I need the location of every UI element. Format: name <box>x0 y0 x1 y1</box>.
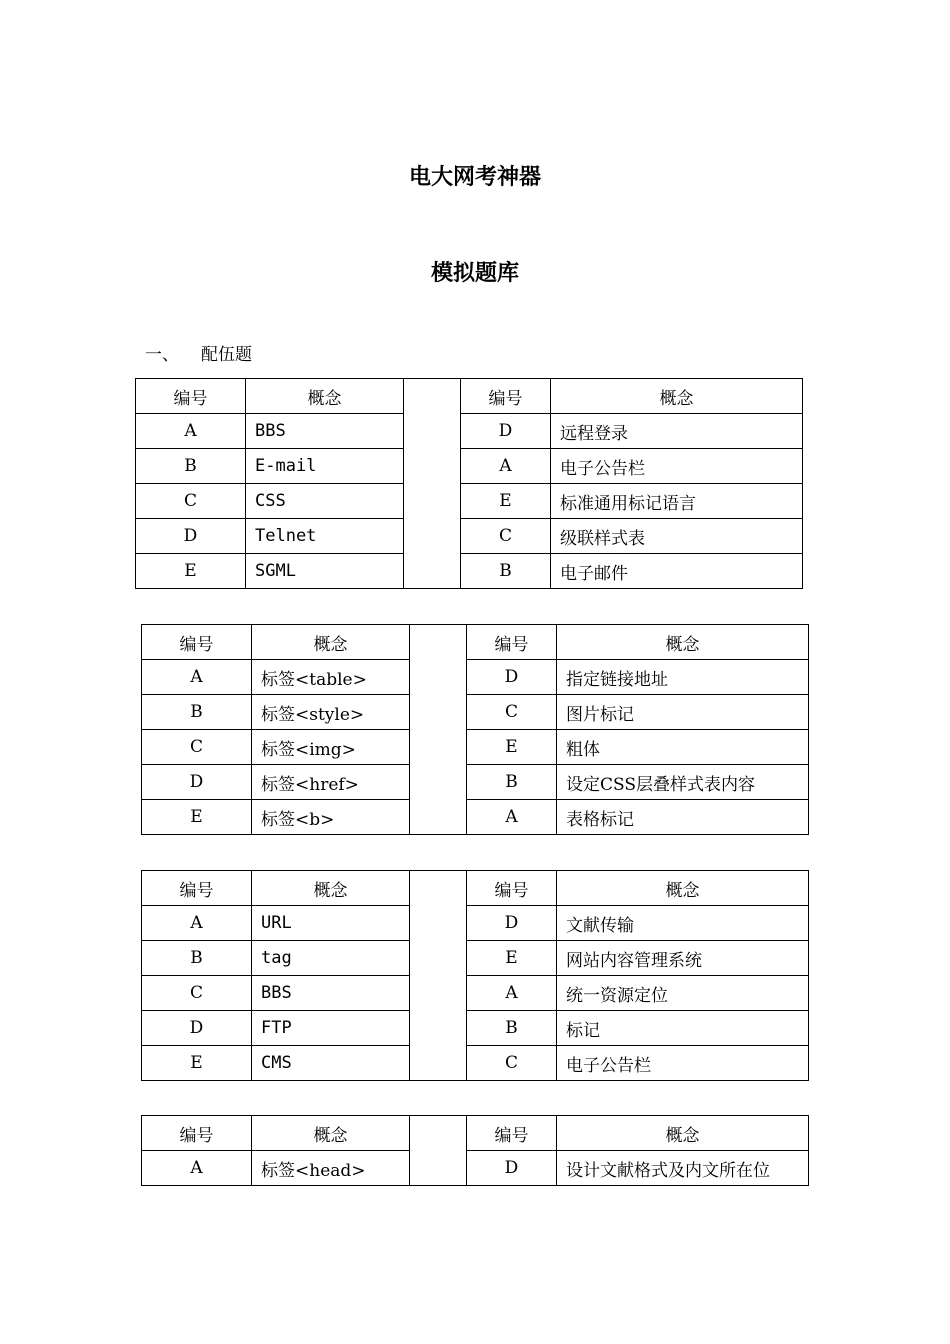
left-concept-cell: E-mail <box>246 449 404 484</box>
document-title: 电大网考神器 <box>408 165 541 190</box>
right-code-cell: D <box>467 660 557 695</box>
matching-table <box>141 870 809 1081</box>
left-code-cell: D <box>142 1011 252 1046</box>
right-concept-cell: 粗体 <box>557 730 809 765</box>
left-concept-cell: FTP <box>252 1011 410 1046</box>
header-code-left: 编号 <box>142 871 252 906</box>
left-code-cell: D <box>142 765 252 800</box>
table-spacer <box>410 625 467 835</box>
table-row <box>142 1046 809 1081</box>
right-code-cell: D <box>467 1151 557 1186</box>
left-code-cell: E <box>142 800 252 835</box>
left-code-cell: A <box>136 414 246 449</box>
right-concept-cell: 文献传输 <box>557 906 809 941</box>
left-concept-cell: 标签<img> <box>252 730 410 765</box>
right-code-cell: B <box>467 765 557 800</box>
left-code-cell: B <box>142 941 252 976</box>
table-row <box>142 660 809 695</box>
right-concept-cell: 网站内容管理系统 <box>557 941 809 976</box>
header-concept-left: 概念 <box>246 379 404 414</box>
table-row <box>142 1151 809 1186</box>
left-concept-cell: CSS <box>246 484 404 519</box>
right-code-cell: D <box>467 906 557 941</box>
left-concept-cell: BBS <box>246 414 404 449</box>
table-row <box>136 484 803 519</box>
left-code-cell: A <box>142 1151 252 1186</box>
header-code-left: 编号 <box>136 379 246 414</box>
table-spacer <box>410 871 467 1081</box>
table-spacer <box>404 379 461 589</box>
left-code-cell: D <box>136 519 246 554</box>
header-code-right: 编号 <box>467 871 557 906</box>
header-concept-left: 概念 <box>252 625 410 660</box>
left-concept-cell: Telnet <box>246 519 404 554</box>
right-code-cell: E <box>467 730 557 765</box>
header-concept-left: 概念 <box>252 871 410 906</box>
right-concept-cell: 设计文献格式及内文所在位 <box>557 1151 809 1186</box>
document-subtitle: 模拟题库 <box>430 261 519 286</box>
table-header-row <box>142 871 809 906</box>
table-row <box>142 800 809 835</box>
right-code-cell: A <box>467 976 557 1011</box>
left-concept-cell: 标签<head> <box>252 1151 410 1186</box>
left-code-cell: B <box>136 449 246 484</box>
left-concept-cell: SGML <box>246 554 404 589</box>
left-code-cell: A <box>142 660 252 695</box>
right-code-cell: E <box>461 484 551 519</box>
right-concept-cell: 图片标记 <box>557 695 809 730</box>
matching-table <box>141 624 809 835</box>
table-row <box>136 449 803 484</box>
left-concept-cell: URL <box>252 906 410 941</box>
table-row <box>142 906 809 941</box>
left-code-cell: E <box>142 1046 252 1081</box>
right-code-cell: B <box>461 554 551 589</box>
left-code-cell: B <box>142 695 252 730</box>
table-row <box>142 695 809 730</box>
right-concept-cell: 电子公告栏 <box>551 449 803 484</box>
left-concept-cell: BBS <box>252 976 410 1011</box>
table-header-row <box>136 379 803 414</box>
left-code-cell: C <box>136 484 246 519</box>
table-row <box>136 519 803 554</box>
section-heading <box>145 340 252 365</box>
left-code-cell: C <box>142 730 252 765</box>
left-concept-cell: tag <box>252 941 410 976</box>
header-concept-right: 概念 <box>557 871 809 906</box>
header-code-right: 编号 <box>467 625 557 660</box>
right-code-cell: A <box>461 449 551 484</box>
left-code-cell: E <box>136 554 246 589</box>
left-code-cell: A <box>142 906 252 941</box>
right-concept-cell: 电子邮件 <box>551 554 803 589</box>
matching-table <box>135 378 803 589</box>
table-row <box>136 554 803 589</box>
right-concept-cell: 级联样式表 <box>551 519 803 554</box>
right-code-cell: A <box>467 800 557 835</box>
right-concept-cell: 标准通用标记语言 <box>551 484 803 519</box>
right-code-cell: C <box>467 695 557 730</box>
right-code-cell: D <box>461 414 551 449</box>
header-code-right: 编号 <box>461 379 551 414</box>
right-code-cell: C <box>461 519 551 554</box>
right-concept-cell: 统一资源定位 <box>557 976 809 1011</box>
header-concept-right: 概念 <box>551 379 803 414</box>
left-concept-cell: 标签<table> <box>252 660 410 695</box>
header-concept-right: 概念 <box>557 1116 809 1151</box>
right-concept-cell: 电子公告栏 <box>557 1046 809 1081</box>
table-row <box>142 730 809 765</box>
header-code-left: 编号 <box>142 1116 252 1151</box>
table-row <box>136 414 803 449</box>
left-concept-cell: 标签<href> <box>252 765 410 800</box>
section-number: 一、 <box>145 345 179 365</box>
table-spacer <box>410 1116 467 1186</box>
table-row <box>142 1011 809 1046</box>
right-concept-cell: 远程登录 <box>551 414 803 449</box>
left-concept-cell: 标签<b> <box>252 800 410 835</box>
header-concept-right: 概念 <box>557 625 809 660</box>
right-concept-cell: 指定链接地址 <box>557 660 809 695</box>
table-row <box>142 765 809 800</box>
right-concept-cell: 表格标记 <box>557 800 809 835</box>
table-header-row <box>142 1116 809 1151</box>
left-code-cell: C <box>142 976 252 1011</box>
matching-table <box>141 1115 809 1186</box>
header-code-left: 编号 <box>142 625 252 660</box>
header-code-right: 编号 <box>467 1116 557 1151</box>
table-row <box>142 976 809 1011</box>
right-code-cell: B <box>467 1011 557 1046</box>
header-concept-left: 概念 <box>252 1116 410 1151</box>
table-header-row <box>142 625 809 660</box>
table-row <box>142 941 809 976</box>
section-label: 配伍题 <box>201 345 252 365</box>
right-code-cell: C <box>467 1046 557 1081</box>
right-concept-cell: 设定CSS层叠样式表内容 <box>557 765 809 800</box>
left-concept-cell: 标签<style> <box>252 695 410 730</box>
right-code-cell: E <box>467 941 557 976</box>
right-concept-cell: 标记 <box>557 1011 809 1046</box>
left-concept-cell: CMS <box>252 1046 410 1081</box>
